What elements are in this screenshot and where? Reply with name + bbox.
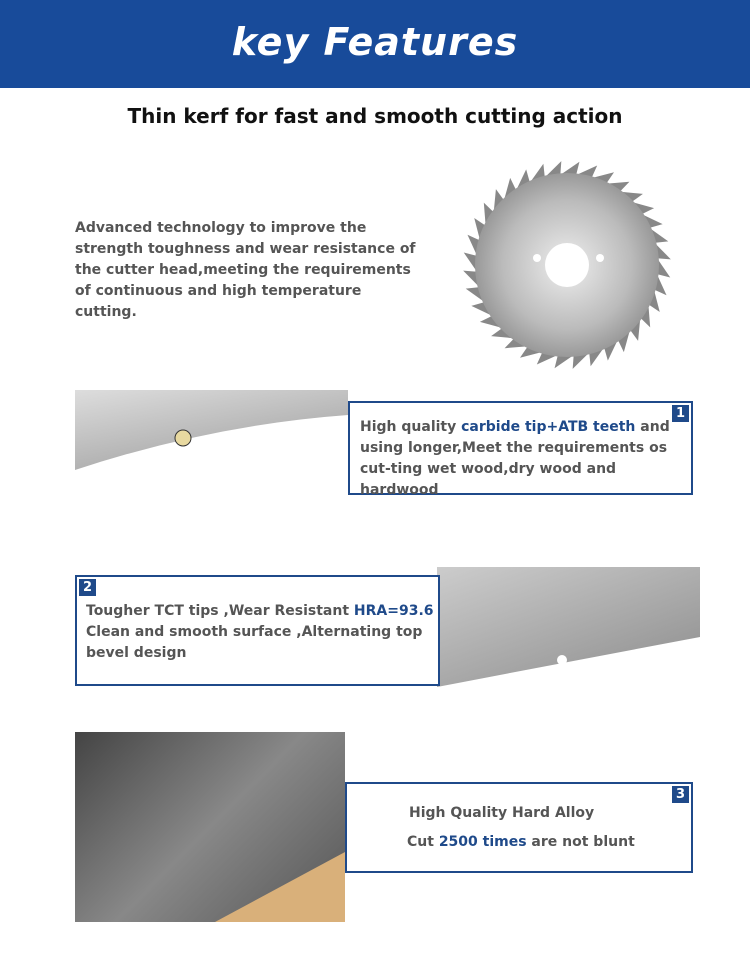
highlight-text: 2500 times bbox=[438, 834, 527, 850]
text: are not blunt bbox=[526, 834, 635, 850]
feature-number-badge: 2 bbox=[79, 579, 96, 596]
feature-number-badge: 1 bbox=[672, 405, 689, 422]
subtitle: Thin kerf for fast and smooth cutting action bbox=[127, 104, 623, 128]
intro-text: Advanced technology to improve the strength toughness and wear resistance of the cutter head,meeting the requirements of continuous and high temperature cutting. bbox=[75, 220, 416, 320]
text: Clean and smooth surface ,Alternating top bevel design bbox=[86, 624, 423, 661]
feature-box-1 bbox=[348, 401, 693, 498]
feature-text bbox=[407, 832, 635, 853]
page-title: key Features bbox=[231, 20, 519, 64]
blade-cutting-wood-image bbox=[75, 732, 345, 922]
highlight-text: HRA=93.6 bbox=[353, 603, 434, 619]
text: Cut bbox=[407, 834, 439, 850]
text: High quality bbox=[360, 419, 462, 435]
feature-box-2 bbox=[75, 575, 440, 686]
blade-teeth-closeup-image bbox=[75, 390, 348, 500]
highlight-text: carbide tip+ATB teeth bbox=[461, 419, 636, 435]
feature-text bbox=[360, 417, 672, 501]
feature-text bbox=[86, 601, 436, 664]
saw-blade-image bbox=[462, 160, 672, 370]
feature-number-badge: 3 bbox=[672, 786, 689, 803]
header-banner bbox=[0, 0, 750, 88]
blade-edge-image bbox=[437, 567, 700, 712]
text: Tougher TCT tips ,Wear Resistant bbox=[86, 603, 354, 619]
text: and using longer,Meet the requirements os cut-ting wet wood,dry wood and hardwood bbox=[360, 419, 670, 498]
feature-box-3 bbox=[345, 782, 693, 873]
feature-line-1: High Quality Hard Alloy bbox=[409, 805, 595, 821]
